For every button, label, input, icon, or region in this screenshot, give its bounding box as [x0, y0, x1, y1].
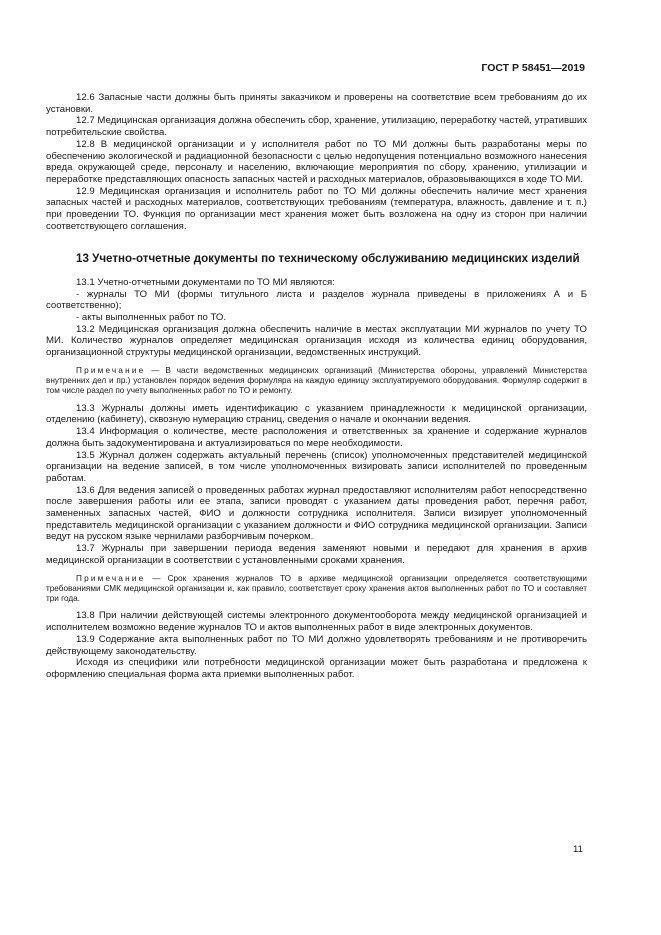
paragraph-13-8: 13.8 При наличии действующей системы электронного документооборота между медицинской организацией и исполнителем возможно ведение журналов ТО и актов выполненных работ в виде электронных документов. [46, 610, 587, 634]
note-2 [46, 574, 587, 605]
section-13-heading: 13 Учетно-отчетные документы по техническому обслуживанию медицинских изделий [76, 252, 580, 266]
paragraph-12-9: 12.9 Медицинская организация и исполнитель работ по ТО МИ должны обеспечить наличие мест хранения запасных частей и расходных материалов, соответствующих требованиям (температура, влажность, давление и т. п.) при проведении ТО. Функция по организации мест хранения может быть возложена на одну из сторон при наличии соответствующего соглашения. [46, 185, 587, 232]
paragraph-13-4: 13.4 Информация о количестве, месте расположения и ответственных за хранение и содержание журналов должна быть задокументирована и актуализироваться по мере необходимости. [46, 426, 587, 449]
paragraph-13-1: 13.1 Учетно-отчетными документами по ТО МИ являются: [76, 276, 335, 288]
paragraph-12-8: 12.8 В медицинской организации и у исполнителя работ по ТО МИ должны быть разработаны меры по обеспечению экологической и радиационной безопасности с целью недопущения потенциально возможного нанесения вреда окружающей среде, персоналу и населению, включающие мероприятия по сбору, хранению, утилизации и переработке представляющих опасность запасных частей и расходных материалов, образовывающихся в ходе ТО МИ. [46, 138, 587, 185]
paragraph-final: Исходя из специфики или потребности медицинской организации может быть разработана и предложена к оформлению специальная форма акта приемки выполненных работ. [46, 657, 587, 680]
paragraph-13-2: 13.2 Медицинская организация должна обеспечить наличие в местах эксплуатации МИ журналов по учету ТО МИ. Количество журналов определяет медицинская организация исходя из количества единиц оборудования, организационной структуры медицинской организации, ведомственных инструкций. [46, 323, 587, 359]
note-text: — Срок хранения журналов ТО в архиве медицинской организации определяется соответствующими требованиями СМК медицинской организации и, как правило, соответствует сроку хранения актов выполненных работ по ТО и составляет три года. [46, 573, 587, 604]
note-1 [46, 366, 587, 397]
page-body [46, 92, 587, 681]
paragraph-13-9: 13.9 Содержание акта выполненных работ по ТО МИ должно удовлетворять требованиям и не противоречить действующему законодательству. [46, 633, 587, 657]
note-label: Примечание [76, 573, 146, 583]
document-code: ГОСТ Р 58451—2019 [481, 62, 585, 74]
note-text: — В части ведомственных медицинских организаций (Министерства обороны, управлений Министерства внутренних дел и пр.) установлен порядок ведения формуляра на каждую единицу эксплуатируемого оборудования. Формуляр содержит в том числе раздел по учету выполненных работ по ТО и ремонту. [46, 365, 587, 396]
paragraph-12-6: 12.6 Запасные части должны быть приняты заказчиком и проверены на соответствие всем требованиям до их установки. [46, 92, 587, 115]
note-label: Примечание [76, 365, 146, 375]
paragraph-13-6: 13.6 Для ведения записей о проведенных работах журнал предоставляют исполнителям работ непосредственно после завершения работы или ее этапа, записи проводят с указанием даты проведения работ, перечня работ, замененных запасных частей, ФИО и должности сотрудника исполнителя. Записи визирует уполномоченный представитель медицинской организации с указанием должности и ФИО сотрудника медицинской организации. Записи ведут на русском языке чернилами разборчивым почерком. [46, 484, 587, 543]
paragraph-13-3: 13.3 Журналы должны иметь идентификацию с указанием принадлежности к медицинской организации, отделению (кабинету), сквозную нумерацию страниц, сведения о начале и окончании ведения. [46, 402, 587, 426]
paragraph-13-5: 13.5 Журнал должен содержать актуальный перечень (список) уполномоченных представителей медицинской организации на ведение записей, в том числе уполномоченных визировать записи исполнителей по проведенным работам. [46, 449, 587, 484]
list-item-acts: - акты выполненных работ по ТО. [76, 312, 227, 324]
paragraph-12-7: 12.7 Медицинская организация должна обеспечить сбор, хранение, утилизацию, переработку частей, утративших потребительские свойства. [46, 115, 587, 139]
paragraph-13-7: 13.7 Журналы при завершении периода ведения заменяют новыми и передают для хранения в архив медицинской организации в соответствии с установленными сроками хранения. [46, 543, 587, 566]
list-item-journals: - журналы ТО МИ (формы титульного листа и разделов журнала приведены в приложениях А и Б соответственно); [46, 288, 587, 312]
page-number: 11 [573, 844, 583, 855]
